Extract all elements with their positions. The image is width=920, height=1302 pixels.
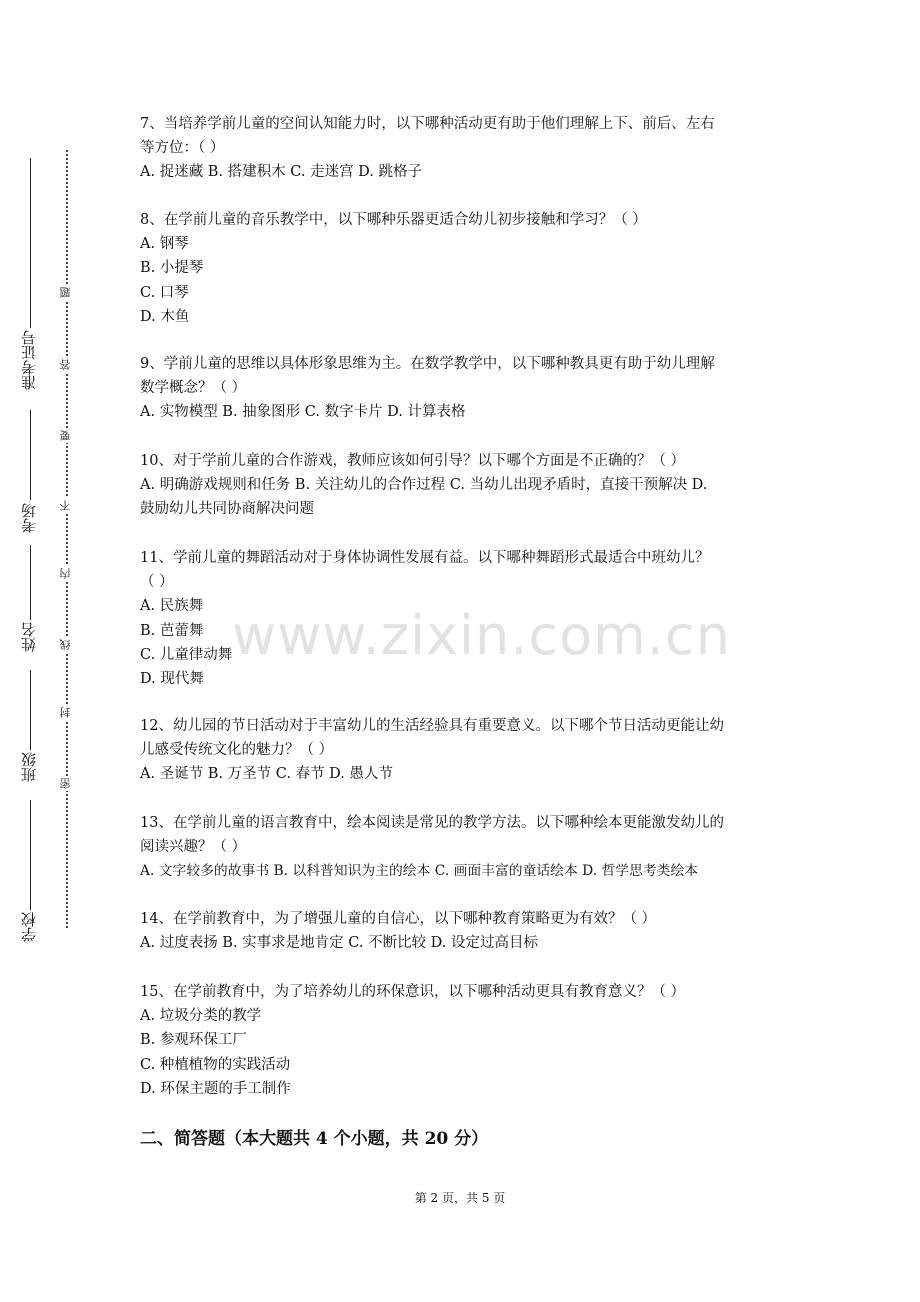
seal-char: 要 [59, 430, 72, 441]
question-14 [140, 907, 800, 955]
label-exam-room: 考场 [20, 503, 38, 533]
question-11-option-b: B. 芭蕾舞 [140, 622, 204, 639]
seal-dotted-line [66, 150, 68, 928]
question-8-option-c: C. 口琴 [140, 284, 189, 301]
question-14-stem: 14、在学前教育中，为了增强儿童的自信心，以下哪种教育策略更为有效？（ ） [140, 911, 657, 927]
seal-char: 答 [59, 359, 72, 370]
question-7-options: A. 捉迷藏 B. 搭建积木 C. 走迷宫 D. 跳格子 [140, 164, 423, 181]
question-9-stem-line-1: 9、学前儿童的思维以具体形象思维为主。在数学教学中，以下哪种教具更有助于幼儿理解 [140, 356, 715, 372]
question-8-option-d: D. 木鱼 [140, 308, 190, 325]
question-9-stem-line-2: 数学概念？（ ） [140, 380, 247, 397]
fill-line-exam-id [30, 158, 31, 328]
question-14-options: A. 过度表扬 B. 实事求是地肯定 C. 不断比较 D. 设定过高目标 [140, 935, 539, 952]
question-15 [140, 980, 800, 1101]
question-9-options: A. 实物模型 B. 抽象图形 C. 数字卡片 D. 计算表格 [140, 404, 466, 421]
label-school: 学校 [20, 912, 38, 942]
seal-char: 封 [59, 707, 72, 718]
seal-char: 线 [59, 639, 72, 650]
question-7-stem-line-2: 等方位：（ ） [140, 140, 225, 157]
seal-char: 不 [59, 500, 72, 511]
seal-char: 题 [59, 287, 72, 298]
watermark: www.zixin.com.cn [232, 604, 731, 667]
question-12-options: A. 圣诞节 B. 万圣节 C. 春节 D. 愚人节 [140, 766, 394, 783]
question-11-stem-line-1: 11、学前儿童的舞蹈活动对于身体协调性发展有益。以下哪种舞蹈形式最适合中班幼儿？ [140, 550, 710, 566]
question-9 [140, 352, 800, 425]
question-11-option-c: C. 儿童律动舞 [140, 646, 233, 663]
question-10-options-line-1: A. 明确游戏规则和任务 B. 关注幼儿的合作过程 C. 当幼儿出现矛盾时，直接干预解决 D. [140, 477, 708, 494]
question-12-stem-line-2: 儿感受传统文化的魅力？（ ） [140, 742, 334, 759]
page-footer: 第 2 页，共 5 页 [414, 1191, 506, 1205]
question-13-stem-line-1: 13、在学前儿童的语言教育中，绘本阅读是常见的教学方法。以下哪种绘本更能激发幼儿的 [140, 815, 724, 831]
fill-line-name [30, 545, 31, 620]
question-8-option-a: A. 钢琴 [140, 236, 189, 253]
question-8-option-b: B. 小提琴 [140, 260, 204, 277]
question-11-option-d: D. 现代舞 [140, 671, 204, 688]
label-name: 姓名 [20, 622, 38, 652]
label-exam-id: 准考证号 [20, 330, 38, 390]
question-8-stem: 8、在学前儿童的音乐教学中，以下哪种乐器更适合幼儿初步接触和学习？（ ） [140, 212, 647, 228]
question-11-option-a: A. 民族舞 [140, 598, 204, 615]
question-10-stem: 10、对于学前儿童的合作游戏，教师应该如何引导？以下哪个方面是不正确的？（ ） [140, 453, 686, 469]
question-12 [140, 714, 800, 787]
question-13 [140, 811, 800, 884]
question-13-options: A. 文字较多的故事书 B. 以科普知识为主的绘本 C. 画面丰富的童话绘本 D. 哲学思考类绘本 [140, 863, 699, 880]
question-15-option-a: A. 垃圾分类的教学 [140, 1008, 262, 1025]
fill-line-exam-room [30, 410, 31, 500]
question-15-option-d: D. 环保主题的手工制作 [140, 1080, 291, 1097]
question-10-options-line-2: 鼓励幼儿共同协商解决问题 [140, 501, 314, 518]
question-15-stem: 15、在学前教育中，为了培养幼儿的环保意识，以下哪种活动更具有教育意义？（ ） [140, 984, 686, 1000]
question-13-stem-line-2: 阅读兴趣？（ ） [140, 839, 247, 856]
question-10 [140, 449, 800, 522]
fill-line-class [30, 670, 31, 750]
question-15-option-b: B. 参观环保工厂 [140, 1032, 247, 1049]
binding-margin [0, 0, 100, 1302]
fill-line-school [30, 800, 31, 910]
seal-char: 密 [59, 778, 72, 789]
question-7-stem-line-1: 7、当培养学前儿童的空间认知能力时，以下哪种活动更有助于他们理解上下、前后、左右 [140, 116, 715, 132]
label-class: 班级 [20, 752, 38, 782]
section-title-short-answer: 二、简答题（本大题共 4 个小题，共 20 分） [140, 1129, 489, 1149]
question-7 [140, 112, 800, 185]
seal-char: 内 [59, 568, 72, 579]
question-8 [140, 208, 800, 329]
question-15-option-c: C. 种植植物的实践活动 [140, 1056, 291, 1073]
question-11-stem-line-2: （ ） [140, 574, 174, 591]
question-12-stem-line-1: 12、幼儿园的节日活动对于丰富幼儿的生活经验具有重要意义。以下哪个节日活动更能让幼 [140, 718, 724, 734]
